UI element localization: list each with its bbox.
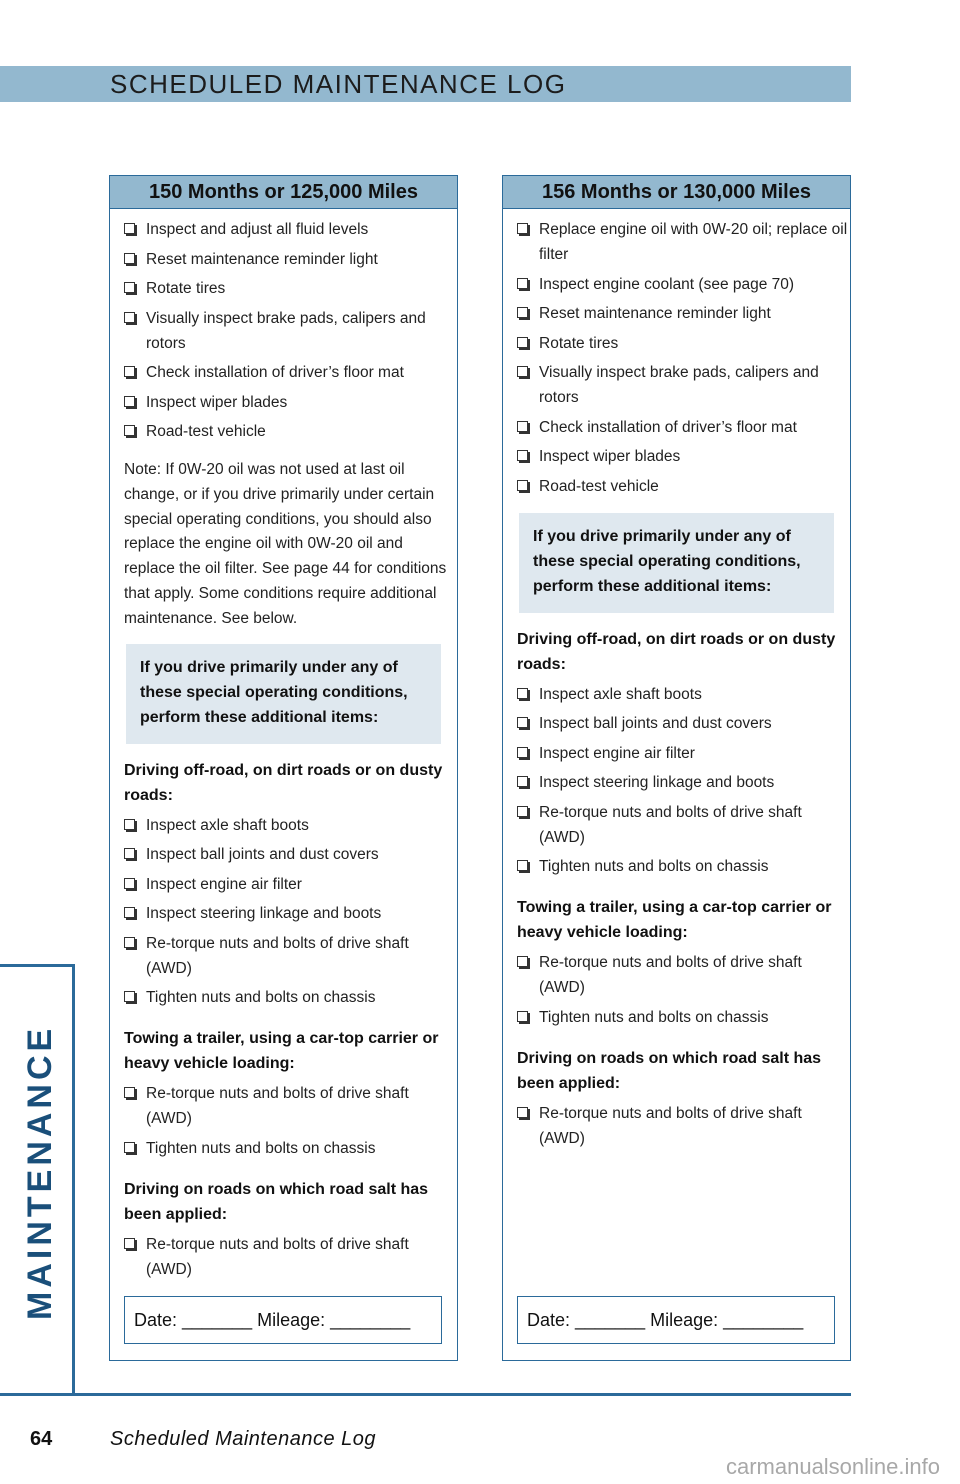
checkbox-icon[interactable] — [517, 450, 528, 461]
checkbox-icon[interactable] — [517, 806, 528, 817]
checkbox-icon[interactable] — [124, 253, 135, 264]
special-conditions-callout: If you drive primarily under any of these special operating conditions, perform these additional items: — [126, 644, 441, 744]
checklist-item[interactable]: Re-torque nuts and bolts of drive shaft (AWD) — [517, 1101, 850, 1151]
checklist-item[interactable]: Tighten nuts and bolts on chassis — [517, 1005, 850, 1030]
section-tab-label: MAINTENANCE — [21, 1024, 59, 1320]
checkbox-icon[interactable] — [124, 312, 135, 323]
checkbox-icon[interactable] — [517, 366, 528, 377]
checkbox-icon[interactable] — [517, 717, 528, 728]
checkbox-icon[interactable] — [517, 307, 528, 318]
checklist-item[interactable]: Inspect ball joints and dust covers — [124, 842, 457, 867]
checklist-item[interactable]: Inspect engine coolant (see page 70) — [517, 272, 850, 297]
maintenance-card-156-months — [502, 175, 851, 1361]
section-heading: Towing a trailer, using a car-top carrier or heavy vehicle loading: — [124, 1030, 439, 1073]
checklist-item[interactable]: Rotate tires — [124, 276, 457, 301]
checklist-item[interactable]: Visually inspect brake pads, calipers and rotors — [124, 306, 457, 356]
checkbox-icon[interactable] — [124, 907, 135, 918]
checkbox-icon[interactable] — [124, 223, 135, 234]
checklist-item[interactable]: Inspect wiper blades — [517, 444, 850, 469]
checkbox-icon[interactable] — [517, 688, 528, 699]
sidebar-rule — [72, 964, 75, 1395]
footer-title: Scheduled Maintenance Log — [110, 1428, 377, 1450]
page-title: SCHEDULED MAINTENANCE LOG — [110, 69, 567, 99]
checklist-item[interactable]: Tighten nuts and bolts on chassis — [124, 985, 457, 1010]
checkbox-icon[interactable] — [517, 1011, 528, 1022]
checklist-item[interactable]: Inspect ball joints and dust covers — [517, 711, 850, 736]
checklist-item[interactable]: Inspect wiper blades — [124, 390, 457, 415]
checkbox-icon[interactable] — [517, 480, 528, 491]
section-heading: Towing a trailer, using a car-top carrier or heavy vehicle loading: — [517, 899, 832, 941]
card-title: 150 Months or 125,000 Miles — [110, 176, 457, 209]
checkbox-icon[interactable] — [517, 278, 528, 289]
checkbox-icon[interactable] — [517, 776, 528, 787]
checkbox-icon[interactable] — [124, 425, 135, 436]
date-mileage-field[interactable]: Date: _______ Mileage: ________ — [124, 1296, 442, 1344]
checklist-item[interactable]: Inspect and adjust all fluid levels — [124, 217, 457, 242]
checklist — [517, 217, 850, 499]
section-heading: Driving off-road, on dirt roads or on dusty roads: — [517, 630, 836, 673]
checkbox-icon[interactable] — [124, 396, 135, 407]
checklist-item[interactable]: Inspect axle shaft boots — [124, 813, 457, 838]
checklist-item[interactable]: Re-torque nuts and bolts of drive shaft (AWD) — [124, 1081, 457, 1131]
checklist-item[interactable]: Inspect steering linkage and boots — [124, 901, 457, 926]
oil-note: Note: If 0W-20 oil was not used at last oil change, or if you drive primarily under certain special operating conditions, you should also replace the engine oil with 0W-20 oil and replace the oil filter. See page 44 for conditions that apply. Some conditions require additional maintenance. See below. — [124, 461, 447, 627]
checklist-item[interactable]: Rotate tires — [517, 331, 850, 356]
page-number: 64 — [30, 1428, 53, 1450]
checkbox-icon[interactable] — [124, 848, 135, 859]
section-heading: Driving off-road, on dirt roads or on dusty roads: — [124, 761, 443, 804]
checklist-item[interactable]: Replace engine oil with 0W-20 oil; replace oil filter — [517, 217, 850, 267]
checkbox-icon[interactable] — [124, 1087, 135, 1098]
checkbox-icon[interactable] — [517, 860, 528, 871]
checklist-item[interactable]: Re-torque nuts and bolts of drive shaft (AWD) — [517, 800, 850, 850]
checkbox-icon[interactable] — [517, 747, 528, 758]
checklist-item[interactable]: Visually inspect brake pads, calipers and rotors — [517, 360, 850, 410]
checkbox-icon[interactable] — [124, 819, 135, 830]
checkbox-icon[interactable] — [517, 337, 528, 348]
checkbox-icon[interactable] — [517, 1107, 528, 1118]
checkbox-icon[interactable] — [124, 366, 135, 377]
checklist-item[interactable]: Inspect engine air filter — [124, 872, 457, 897]
checklist-item[interactable]: Check installation of driver’s floor mat — [124, 360, 457, 385]
checkbox-icon[interactable] — [124, 282, 135, 293]
checklist-item[interactable]: Check installation of driver’s floor mat — [517, 415, 850, 440]
card-title: 156 Months or 130,000 Miles — [503, 176, 850, 209]
maintenance-card-150-months — [109, 175, 458, 1361]
section-heading: Driving on roads on which road salt has been applied: — [124, 1180, 429, 1223]
checklist-item[interactable]: Tighten nuts and bolts on chassis — [124, 1136, 457, 1161]
checklist-item[interactable]: Tighten nuts and bolts on chassis — [517, 854, 850, 879]
footer-rule — [0, 1393, 851, 1396]
checkbox-icon[interactable] — [124, 1142, 135, 1153]
checkbox-icon[interactable] — [517, 421, 528, 432]
checklist-item[interactable]: Inspect steering linkage and boots — [517, 770, 850, 795]
checklist-item[interactable]: Re-torque nuts and bolts of drive shaft (AWD) — [124, 931, 457, 981]
date-mileage-field[interactable]: Date: _______ Mileage: ________ — [517, 1296, 835, 1344]
checklist-item[interactable]: Re-torque nuts and bolts of drive shaft (AWD) — [124, 1232, 457, 1282]
checklist-item[interactable]: Reset maintenance reminder light — [517, 301, 850, 326]
checklist-item[interactable]: Road-test vehicle — [124, 419, 457, 444]
sidebar-rule-top — [0, 964, 75, 967]
checkbox-icon[interactable] — [124, 878, 135, 889]
watermark: carmanualsonline.info — [725, 1454, 940, 1479]
section-heading: Driving on roads on which road salt has been applied: — [517, 1049, 822, 1092]
checklist-item[interactable]: Re-torque nuts and bolts of drive shaft (AWD) — [517, 950, 850, 1000]
checklist-item[interactable]: Inspect engine air filter — [517, 741, 850, 766]
checklist-item[interactable]: Inspect axle shaft boots — [517, 682, 850, 707]
special-conditions-callout: If you drive primarily under any of these special operating conditions, perform these additional items: — [519, 513, 834, 613]
checkbox-icon[interactable] — [517, 223, 528, 234]
checklist-item[interactable]: Road-test vehicle — [517, 474, 850, 499]
checklist — [124, 217, 457, 444]
checkbox-icon[interactable] — [124, 991, 135, 1002]
checkbox-icon[interactable] — [517, 956, 528, 967]
checkbox-icon[interactable] — [124, 1238, 135, 1249]
checklist-item[interactable]: Reset maintenance reminder light — [124, 247, 457, 272]
checkbox-icon[interactable] — [124, 937, 135, 948]
